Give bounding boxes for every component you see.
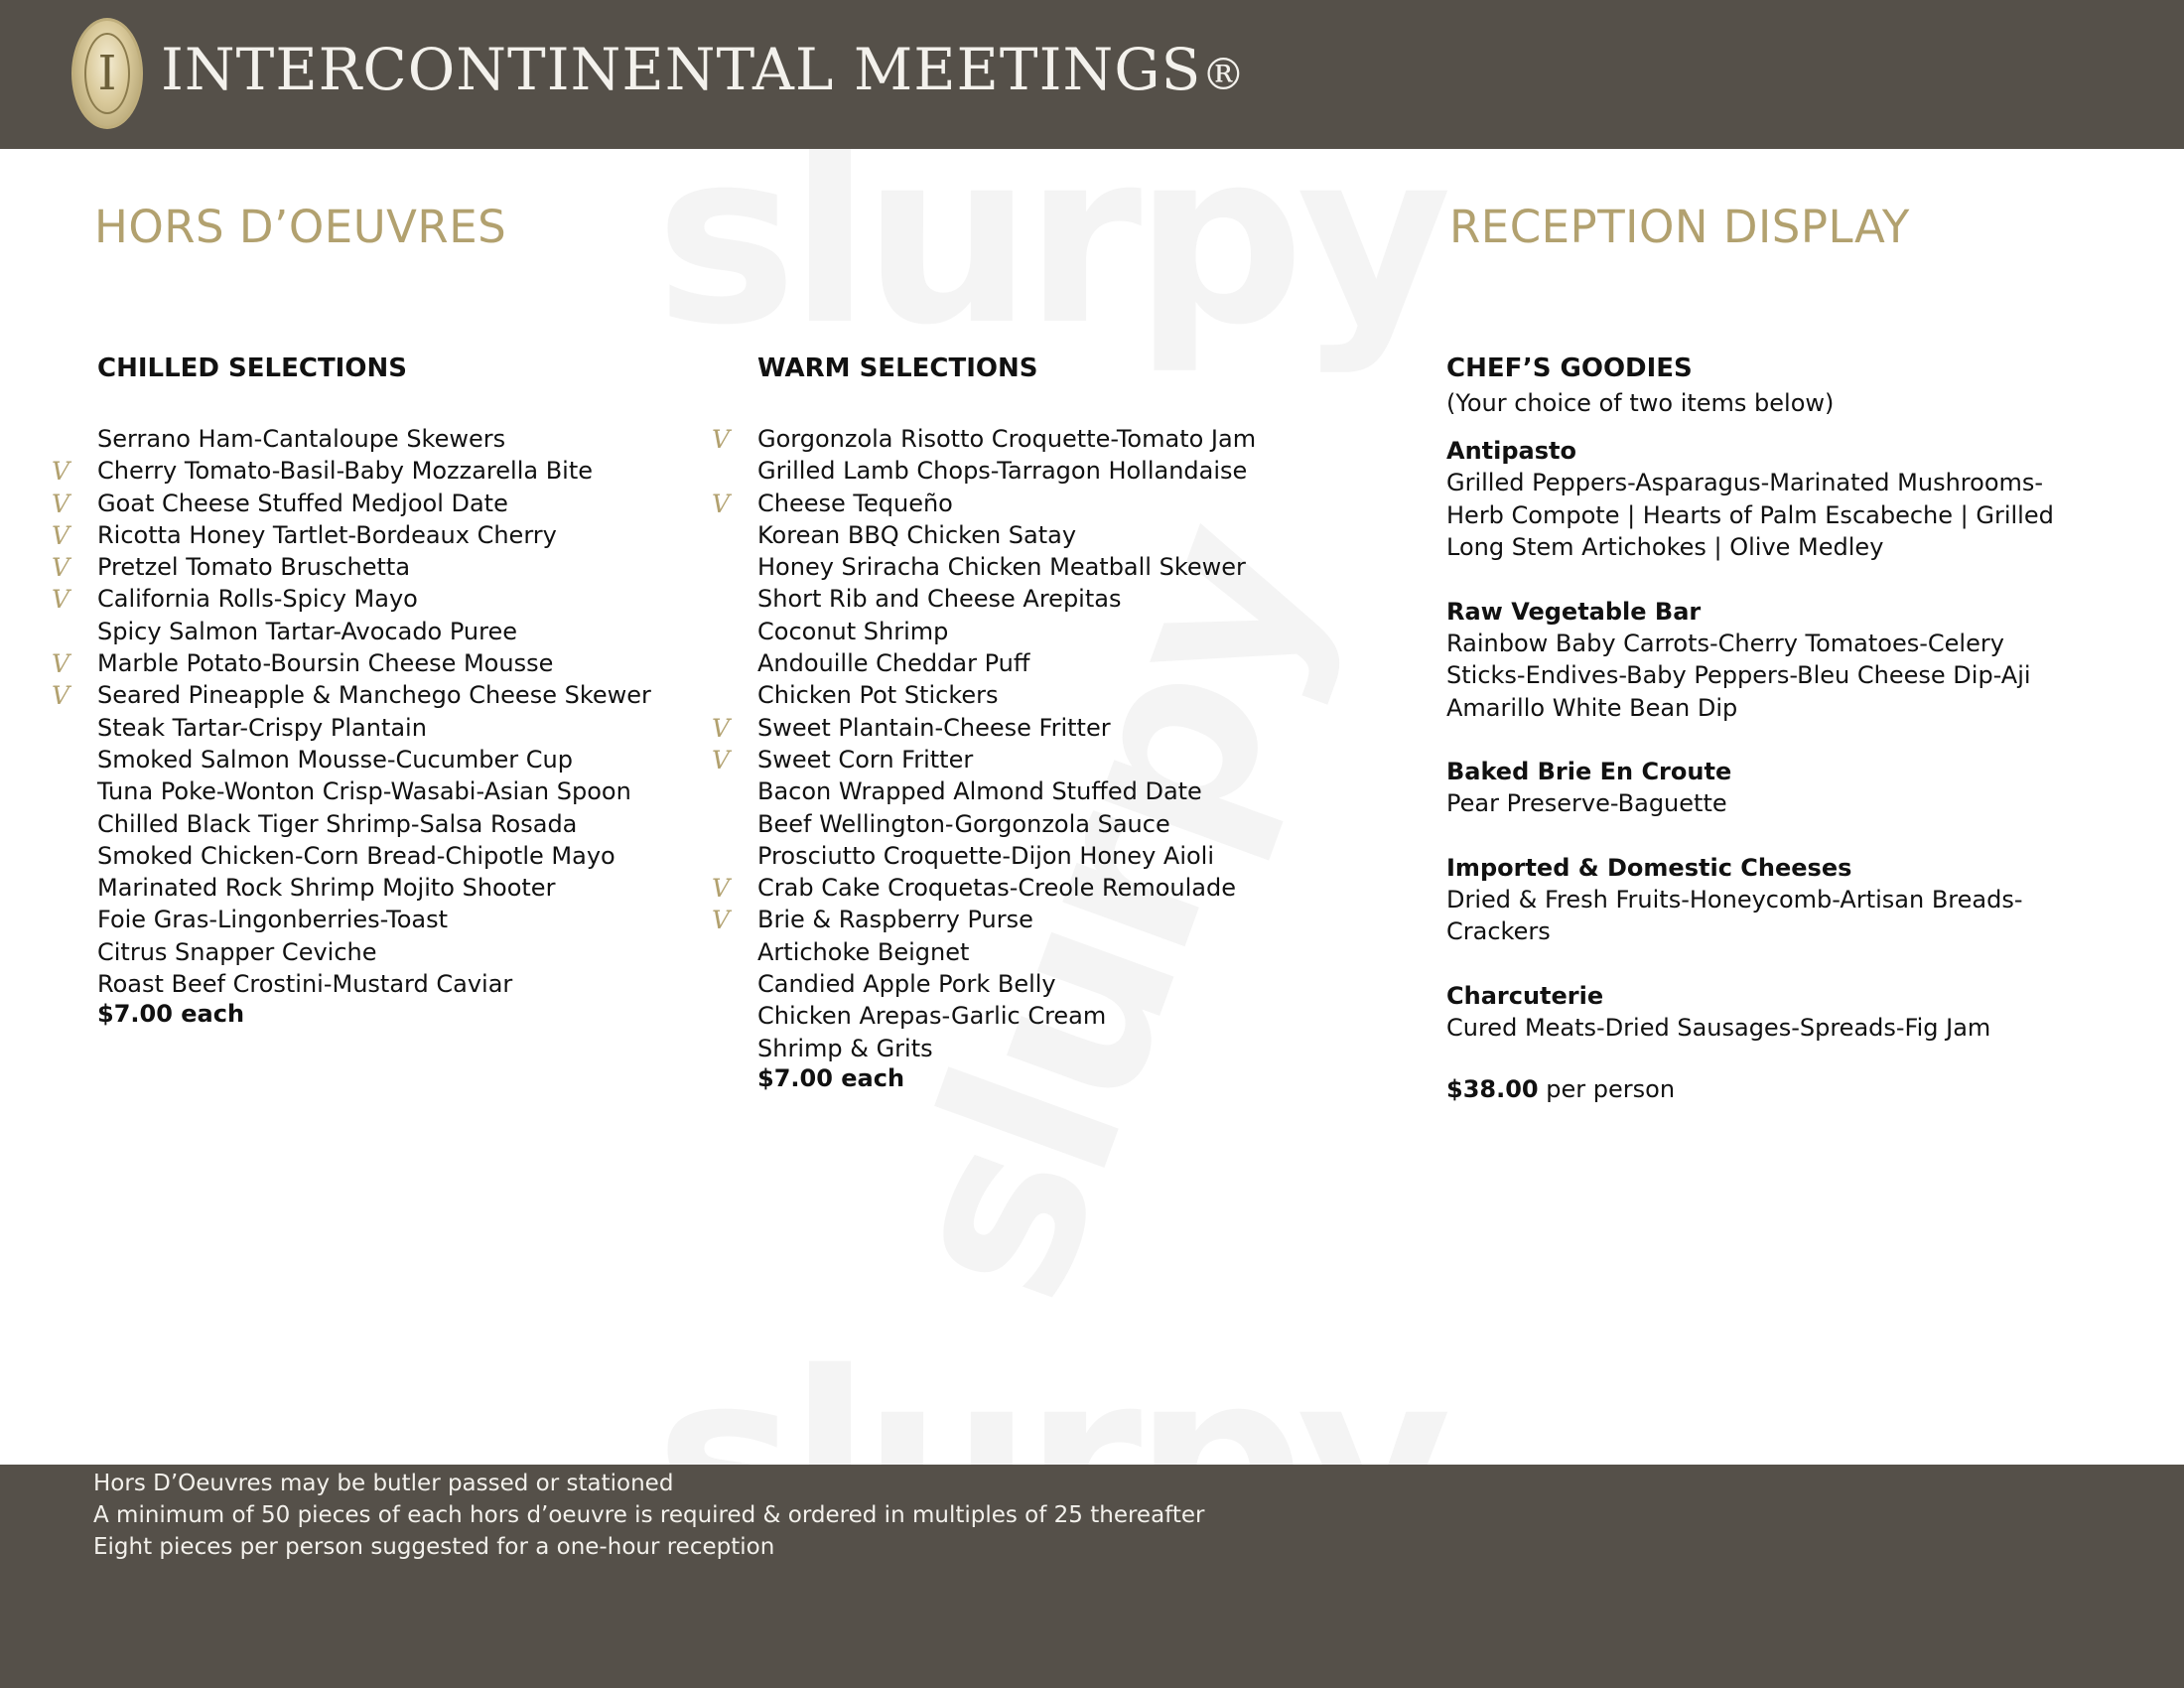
footer-note-3: Eight pieces per person suggested for a one-hour reception [93,1534,775,1560]
warm-selections-column [712,353,1413,1092]
goodie-name: Raw Vegetable Bar [1446,597,1702,626]
reception-price-unit: per person [1546,1075,1676,1103]
footer-note-1: Hors D’Oeuvres may be butler passed or stationed [93,1471,674,1496]
goodie-description-line: Cured Meats-Dried Sausages-Spreads-Fig Jam [1446,1013,1991,1042]
warm-selections-title: WARM SELECTIONS [757,353,1038,383]
reception-price-amount: $38.00 [1446,1075,1539,1103]
chilled-selections-list [52,423,752,1000]
warm-item-label: Honey Sriracha Chicken Meatball Skewer [757,553,1246,582]
chilled-item-label: Foie Gras-Lingonberries-Toast [97,906,449,934]
chilled-item [97,904,752,935]
goodie-description [1446,467,2141,564]
goodie-description-line: Rainbow Baby Carrots-Cherry Tomatoes-Celery [1446,629,2004,657]
chilled-item-label: Ricotta Honey Tartlet-Bordeaux Cherry [97,520,557,549]
warm-item [757,679,1413,711]
warm-item [757,455,1413,487]
warm-item-label: Sweet Corn Fritter [757,745,974,774]
goodie-description [1446,1012,2141,1045]
goodie-description-line: Pear Preserve-Baguette [1446,789,1727,817]
warm-item [757,1000,1413,1032]
chilled-item [52,679,752,711]
warm-item-label: Chicken Arepas-Garlic Cream [757,1002,1107,1031]
chilled-item-label: Steak Tartar-Crispy Plantain [97,713,427,742]
chilled-item [52,455,752,487]
goodie-description-line: Herb Compote | Hearts of Palm Escabeche | Grilled [1446,500,2054,529]
chilled-item [97,712,752,744]
chilled-item [97,808,752,840]
warm-item-label: Grilled Lamb Chops-Tarragon Hollandaise [757,457,1248,486]
warm-item [757,647,1413,679]
warm-item [712,488,1413,519]
vegetarian-icon: V [712,906,731,935]
footer-note-2: A minimum of 50 pieces of each hors d’oeuvre is required & ordered in multiples of 25 thereafter [93,1502,1205,1528]
chilled-item [97,936,752,968]
goodie-description-line: Crackers [1446,917,1551,945]
warm-item-label: Chicken Pot Stickers [757,681,999,710]
goodie-description [1446,787,2141,820]
brand-main: INTERCONTINENTAL MEETINGS [161,36,1202,103]
chilled-item-label: Smoked Salmon Mousse-Cucumber Cup [97,745,573,774]
warm-item [712,423,1413,455]
chilled-item [97,616,752,647]
chilled-selections-column [52,353,752,1029]
reception-price [1446,1075,2141,1103]
warm-item-label: Beef Wellington-Gorgonzola Sauce [757,809,1170,838]
warm-item [712,712,1413,744]
chilled-item [52,488,752,519]
chilled-item-label: Smoked Chicken-Corn Bread-Chipotle Mayo [97,841,615,870]
warm-item [757,808,1413,840]
warm-item [757,583,1413,615]
warm-item-label: Candied Apple Pork Belly [757,970,1056,999]
warm-price: $7.00 each [757,1063,905,1092]
goodie-description-line: Dried & Fresh Fruits-Honeycomb-Artisan Breads- [1446,885,2023,914]
vegetarian-icon: V [52,585,70,615]
vegetarian-icon: V [52,553,70,583]
chilled-item [97,968,752,1000]
brand-name [161,36,1246,103]
chilled-item-label: Marble Potato-Boursin Cheese Mousse [97,649,554,678]
chilled-item-label: Cherry Tomato-Basil-Baby Mozzarella Bite [97,457,594,486]
warm-item-label: Crab Cake Croquetas-Creole Remoulade [757,874,1236,903]
goodie-description [1446,884,2141,948]
goodie-description-line: Sticks-Endives-Baby Peppers-Bleu Cheese Dip-Aji [1446,661,2031,689]
chilled-item-label: Spicy Salmon Tartar-Avocado Puree [97,617,517,645]
chilled-item-label: Tuna Poke-Wonton Crisp-Wasabi-Asian Spoon [97,777,631,806]
warm-item [757,1033,1413,1064]
brand-registered-mark: ® [1201,50,1247,100]
chilled-item-label: Goat Cheese Stuffed Medjool Date [97,489,508,517]
vegetarian-icon: V [52,457,70,487]
warm-item [757,968,1413,1000]
goodie-name: Baked Brie En Croute [1446,758,1732,785]
warm-item [757,840,1413,872]
goodie-description-line: Grilled Peppers-Asparagus-Marinated Mushrooms- [1446,469,2044,496]
chilled-item-label: Roast Beef Crostini-Mustard Caviar [97,970,513,999]
chilled-item-label: Pretzel Tomato Bruschetta [97,553,411,582]
chilled-item [52,583,752,615]
chilled-item [97,744,752,775]
warm-item [712,904,1413,935]
chefs-goodies-subtitle: (Your choice of two items below) [1446,389,1835,417]
chefs-goodies-column [1446,353,2141,1103]
reception-display-title: RECEPTION DISPLAY [1449,201,1910,253]
chilled-item-label: Citrus Snapper Ceviche [97,937,377,966]
hors-doeuvres-title: HORS D’OEUVRES [94,201,507,253]
warm-item-label: Brie & Raspberry Purse [757,906,1033,934]
vegetarian-icon: V [712,425,731,454]
chilled-item [97,775,752,807]
vegetarian-icon: V [52,681,70,711]
warm-item-label: Prosciutto Croquette-Dijon Honey Aioli [757,841,1215,870]
vegetarian-icon: V [712,874,731,904]
warm-item [712,744,1413,775]
warm-item-label: Coconut Shrimp [757,617,949,645]
warm-item-label: Sweet Plantain-Cheese Fritter [757,713,1111,742]
footer-bar [0,1465,2184,1688]
warm-item-label: Korean BBQ Chicken Satay [757,520,1077,549]
warm-selections-list [712,423,1413,1064]
chefs-goodies-list [1446,435,2141,1044]
warm-item-label: Cheese Tequeño [757,489,953,517]
chilled-item-label: Chilled Black Tiger Shrimp-Salsa Rosada [97,809,578,838]
goodie-name: Imported & Domestic Cheeses [1446,853,1852,882]
warm-item-label: Artichoke Beignet [757,937,970,966]
chilled-selections-title: CHILLED SELECTIONS [97,353,407,383]
chilled-item [97,872,752,904]
chilled-item-label: California Rolls-Spicy Mayo [97,585,418,614]
chilled-item-label: Seared Pineapple & Manchego Cheese Skewer [97,681,651,710]
warm-item [757,775,1413,807]
warm-item [757,616,1413,647]
goodie-description-line: Long Stem Artichokes | Olive Medley [1446,533,1884,561]
warm-item-label: Short Rib and Cheese Arepitas [757,585,1122,614]
chefs-goodies-title: CHEF’S GOODIES [1446,353,1693,383]
chilled-item-label: Marinated Rock Shrimp Mojito Shooter [97,874,556,903]
chilled-item-label: Serrano Ham-Cantaloupe Skewers [97,425,506,453]
vegetarian-icon: V [712,745,731,774]
chilled-item [97,840,752,872]
chilled-price: $7.00 each [97,1000,245,1029]
goodie-description [1446,628,2141,725]
chilled-item [52,519,752,551]
chilled-item [52,647,752,679]
header-bar [0,0,2184,149]
vegetarian-icon: V [52,489,70,518]
warm-item-label: Gorgonzola Risotto Croquette-Tomato Jam [757,425,1257,453]
chilled-item [97,423,752,455]
goodie-name: Charcuterie [1446,981,1604,1010]
chilled-item [52,551,752,583]
warm-item [712,872,1413,904]
goodie-name: Antipasto [1446,437,1576,465]
warm-item-label: Bacon Wrapped Almond Stuffed Date [757,777,1202,806]
logo-letter: I [84,33,130,114]
warm-item-label: Andouille Cheddar Puff [757,649,1030,678]
warm-item [757,519,1413,551]
vegetarian-icon: V [52,649,70,679]
vegetarian-icon: V [52,520,70,550]
warm-item [757,936,1413,968]
goodie-description-line: Amarillo White Bean Dip [1446,693,1738,722]
intercontinental-logo-icon [71,18,143,129]
vegetarian-icon: V [712,713,731,743]
warm-item [757,551,1413,583]
warm-item-label: Shrimp & Grits [757,1034,933,1062]
vegetarian-icon: V [712,489,731,518]
